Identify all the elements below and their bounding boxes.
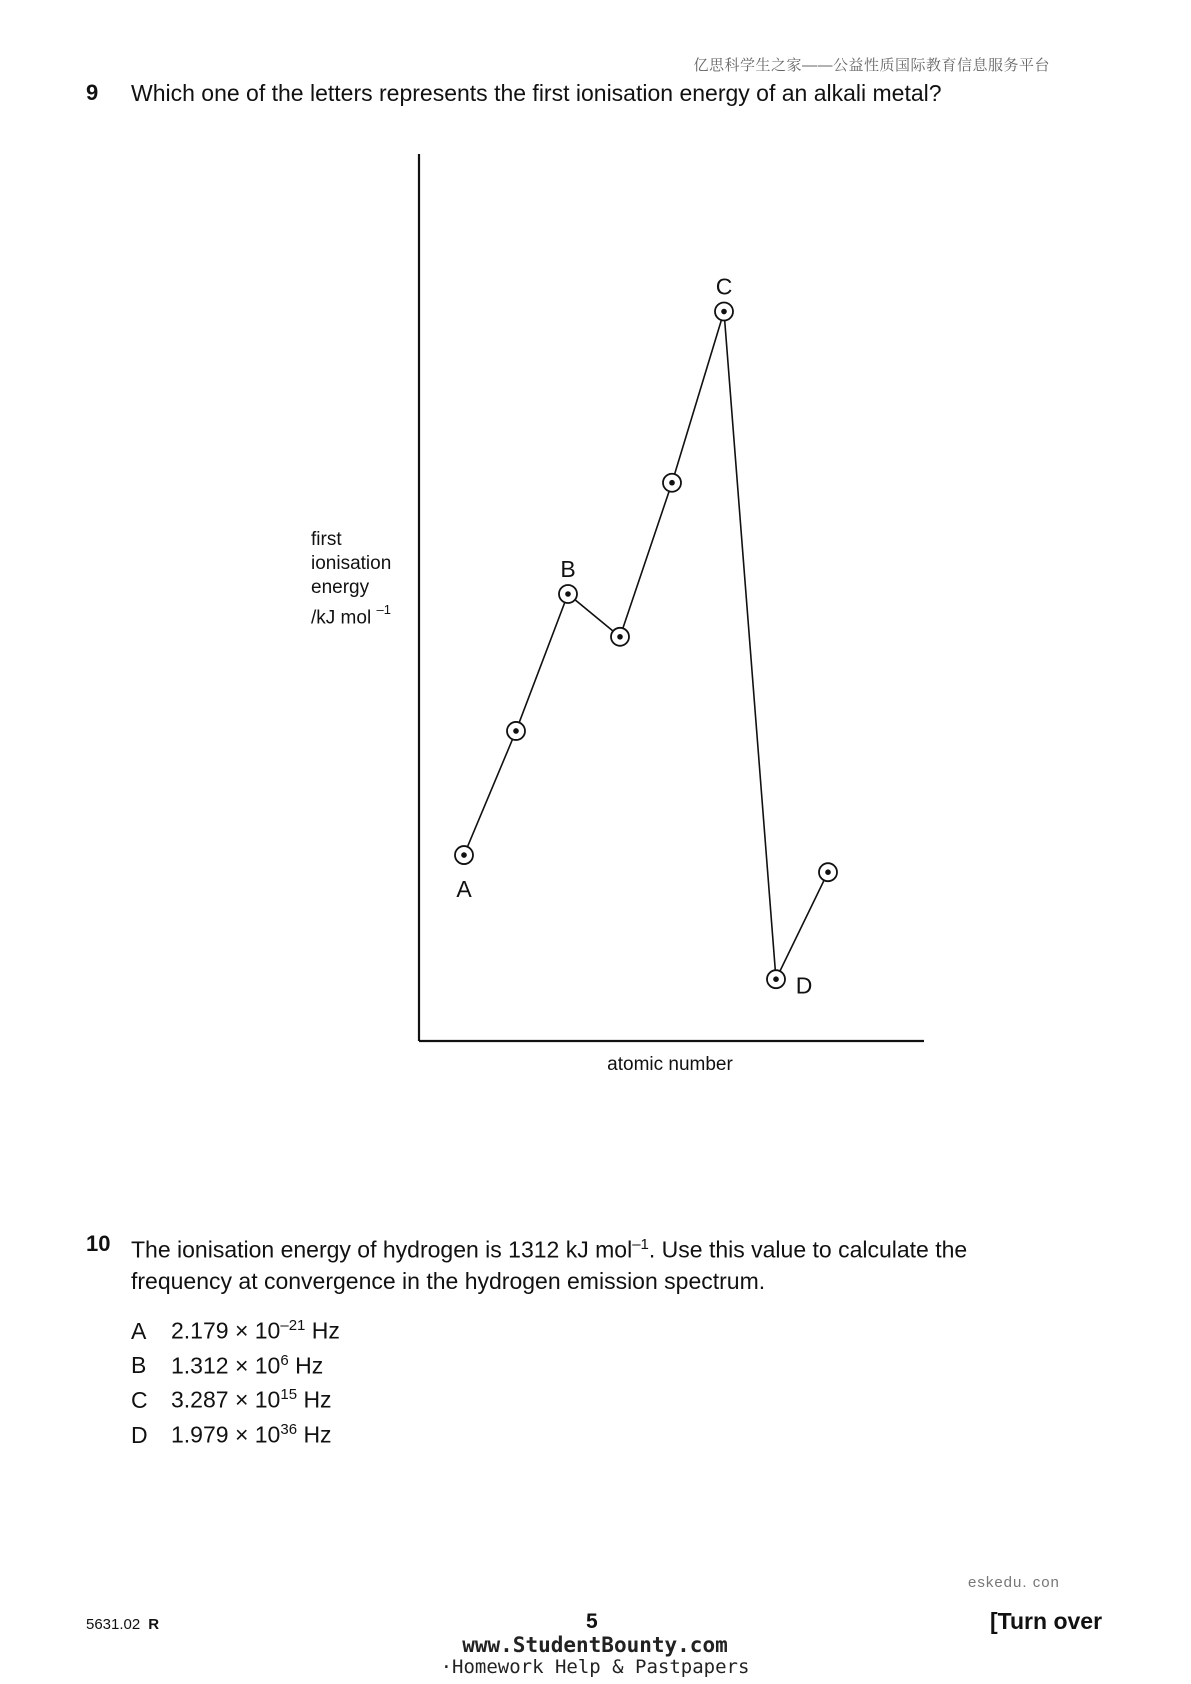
question-10-exponent: –1 xyxy=(632,1236,649,1253)
data-point-dot xyxy=(513,728,519,734)
data-point-dot xyxy=(617,634,623,640)
point-label-d: D xyxy=(795,972,813,999)
option-letter: C xyxy=(131,1386,148,1413)
point-label-c: C xyxy=(715,273,733,300)
data-point-dot xyxy=(669,480,675,486)
point-label-a: A xyxy=(456,876,472,903)
paper-code xyxy=(86,1616,159,1633)
option-exponent: 6 xyxy=(280,1351,289,1369)
logo-line-1: www.StudentBounty.com xyxy=(462,1633,728,1657)
y-axis-label-line-3: energy xyxy=(311,577,370,598)
option-mantissa: 2.179 × 10 xyxy=(171,1317,281,1344)
question-10-number: 10 xyxy=(86,1231,111,1256)
question-10-line-1 xyxy=(131,1229,967,1266)
x-axis-label: atomic number xyxy=(607,1054,733,1075)
option-letter: A xyxy=(131,1317,147,1344)
option-exponent: –21 xyxy=(280,1317,306,1334)
header-watermark-note: 亿思科学生之家——公益性质国际教育信息服务平台 xyxy=(693,57,1050,74)
y-axis-unit: /kJ mol xyxy=(311,607,372,629)
option-unit: Hz xyxy=(295,1352,324,1379)
y-axis-label xyxy=(311,528,391,630)
point-label-b: B xyxy=(560,556,576,583)
option-letter: B xyxy=(131,1352,147,1379)
question-9-number: 9 xyxy=(86,80,99,105)
option-mantissa: 3.287 × 10 xyxy=(171,1386,281,1413)
studentbounty-logo xyxy=(440,1634,750,1678)
option-letter: D xyxy=(131,1421,148,1448)
option-unit: Hz xyxy=(303,1386,332,1413)
option-mantissa: 1.312 × 10 xyxy=(171,1352,281,1379)
answer-options xyxy=(131,1311,340,1450)
question-10-line-2: frequency at convergence in the hydrogen emission spectrum. xyxy=(131,1267,766,1294)
data-point-dot xyxy=(721,309,727,315)
question-10-line-1-end: . Use this value to calculate the xyxy=(648,1236,968,1263)
answer-option-a[interactable] xyxy=(131,1311,340,1346)
series-line xyxy=(464,312,828,980)
answer-option-c[interactable] xyxy=(131,1380,340,1415)
y-axis-unit-exponent: –1 xyxy=(376,602,391,617)
question-9-text: Which one of the letters represents the first ionisation energy of an alkali metal? xyxy=(131,80,942,106)
answer-option-b[interactable] xyxy=(131,1346,340,1381)
y-axis-label-line-1: first xyxy=(311,529,342,550)
option-mantissa: 1.979 × 10 xyxy=(171,1421,281,1448)
data-point-dot xyxy=(773,976,779,982)
option-exponent: 36 xyxy=(280,1420,298,1438)
paper-code-suffix: R xyxy=(148,1616,160,1633)
option-exponent: 15 xyxy=(280,1386,298,1404)
data-point-dot xyxy=(565,591,571,597)
answer-option-d[interactable] xyxy=(131,1415,340,1450)
question-10-text xyxy=(131,1229,967,1297)
data-point-dot xyxy=(461,852,467,858)
option-unit: Hz xyxy=(303,1421,332,1448)
paper-code-number: 5631.02 xyxy=(86,1616,141,1633)
y-axis-label-line-2: ionisation xyxy=(311,553,392,574)
logo-line-2: ·Homework Help & Pastpapers xyxy=(440,1656,750,1678)
turn-over-note: [Turn over xyxy=(990,1608,1103,1634)
question-10-line-1-start: The ionisation energy of hydrogen is 1312 kJ mol xyxy=(131,1236,633,1263)
y-axis-label-line-4 xyxy=(311,600,391,630)
option-unit: Hz xyxy=(311,1317,340,1344)
footer-watermark: eskedu. con xyxy=(968,1574,1060,1591)
page-number: 5 xyxy=(586,1610,598,1633)
data-point-dot xyxy=(825,869,831,875)
